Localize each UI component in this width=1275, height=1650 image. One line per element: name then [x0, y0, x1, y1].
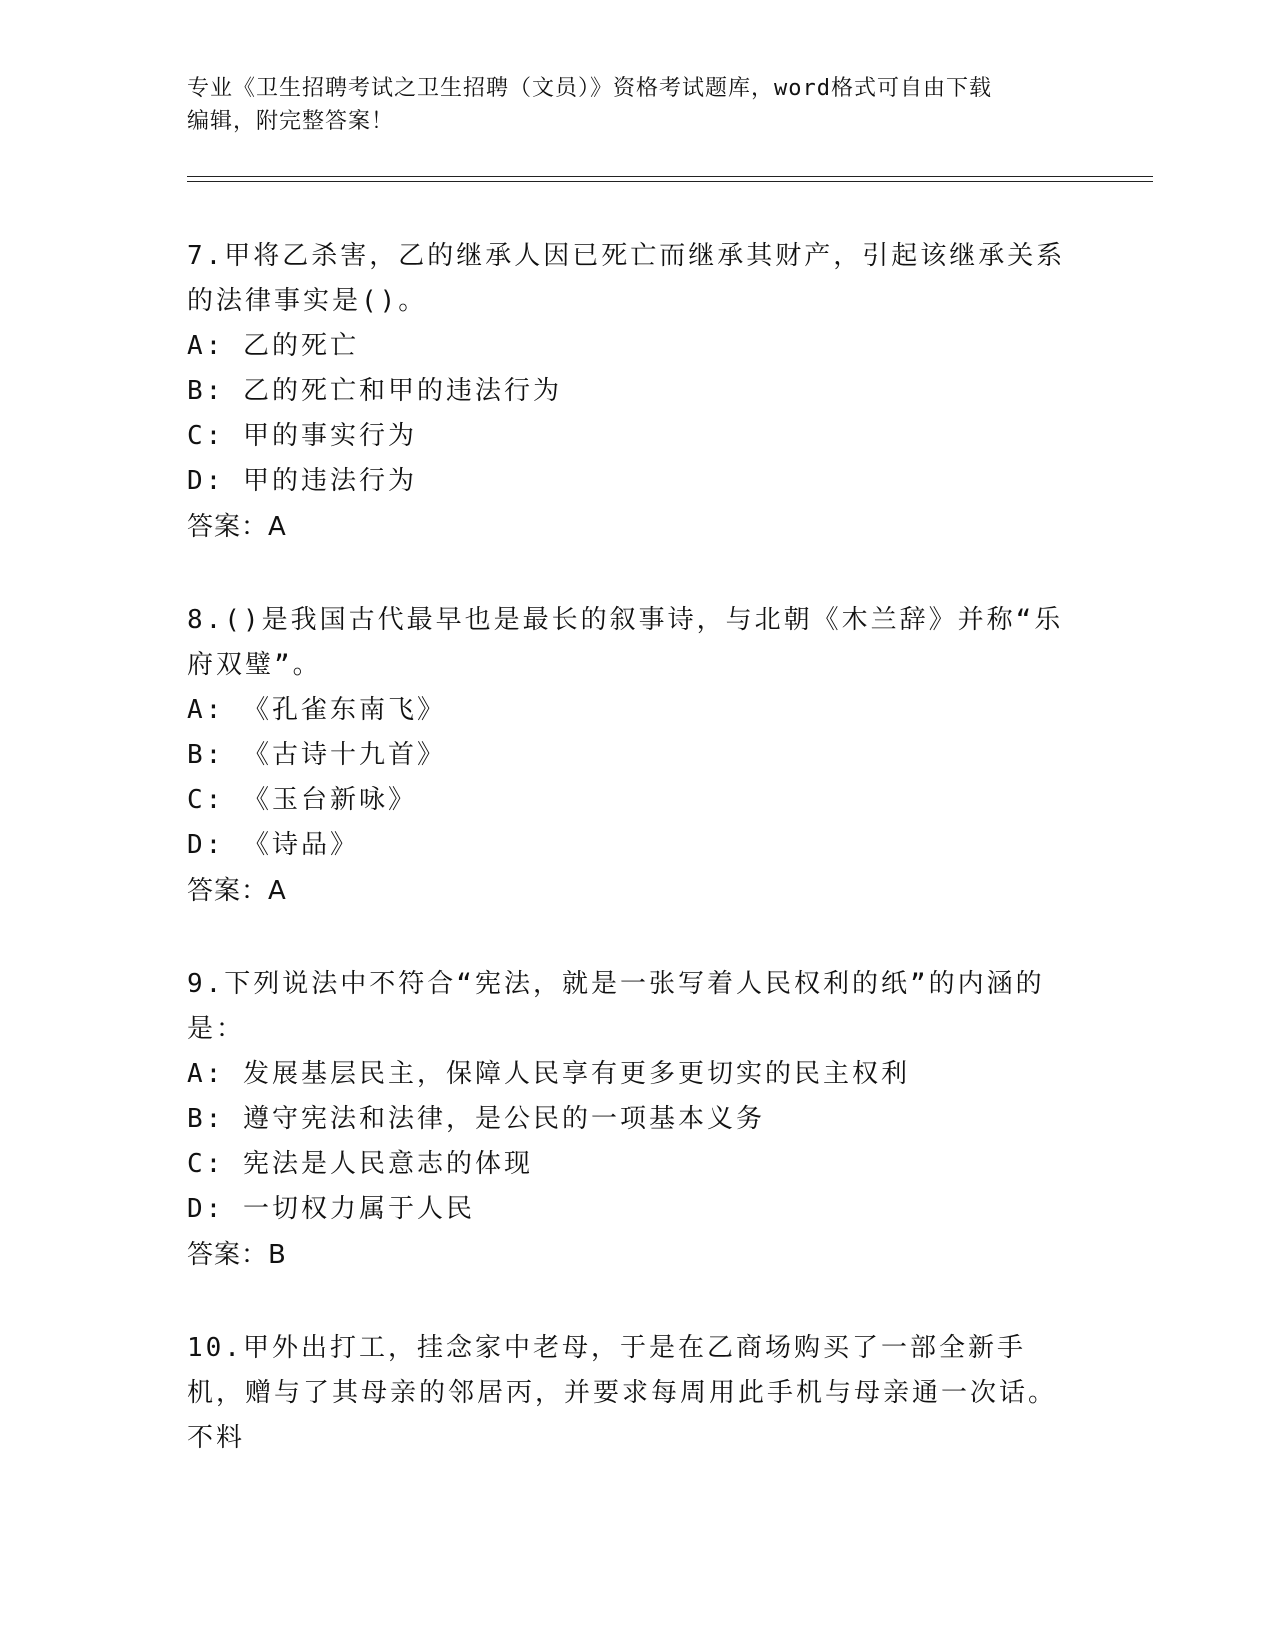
header-divider [187, 176, 1153, 182]
header-line-2: 编辑，附完整答案！ [187, 109, 395, 134]
option-b: B: 《古诗十九首》 [187, 740, 446, 770]
answer-line: 答案：A [187, 876, 287, 906]
option-a: A: 《孔雀东南飞》 [187, 695, 446, 725]
question-stem: 8.()是我国古代最早也是最长的叙事诗，与北朝《木兰辞》并称“乐府双璧”。 [187, 605, 1064, 680]
question-10 [187, 1326, 1077, 1461]
option-a: A: 发展基层民主，保障人民享有更多更切实的民主权利 [187, 1059, 910, 1089]
question-stem: 9.下列说法中不符合“宪法，就是一张写着人民权利的纸”的内涵的是： [187, 969, 1045, 1044]
option-a: A: 乙的死亡 [187, 331, 359, 361]
question-7 [187, 234, 1077, 550]
document-header [187, 72, 1087, 138]
option-d: D: 一切权力属于人民 [187, 1194, 475, 1224]
answer-line: 答案：A [187, 512, 287, 542]
option-c: C: 甲的事实行为 [187, 421, 417, 451]
option-b: B: 乙的死亡和甲的违法行为 [187, 376, 562, 406]
question-8 [187, 598, 1077, 914]
question-9 [187, 962, 1077, 1278]
answer-line: 答案：B [187, 1240, 287, 1270]
option-b: B: 遵守宪法和法律，是公民的一项基本义务 [187, 1104, 765, 1134]
question-stem: 7.甲将乙杀害，乙的继承人因已死亡而继承其财产，引起该继承关系的法律事实是()。 [187, 241, 1066, 316]
option-c: C: 宪法是人民意志的体现 [187, 1149, 533, 1179]
header-line-1: 专业《卫生招聘考试之卫生招聘（文员）》资格考试题库，word格式可自由下载 [187, 76, 992, 101]
option-c: C: 《玉台新咏》 [187, 785, 417, 815]
question-stem: 10.甲外出打工，挂念家中老母，于是在乙商场购买了一部全新手机，赠与了其母亲的邻居丙，并要求每周用此手机与母亲通一次话。不料 [187, 1333, 1058, 1453]
option-d: D: 甲的违法行为 [187, 466, 417, 496]
option-d: D: 《诗品》 [187, 830, 359, 860]
